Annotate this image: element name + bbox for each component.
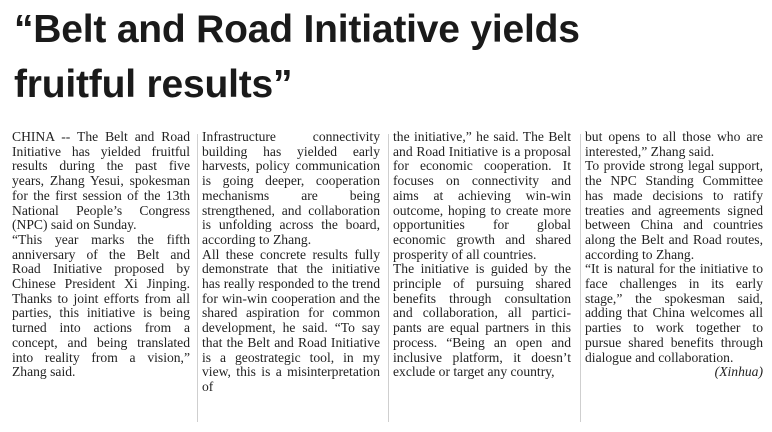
paragraph: CHINA -- The Belt and Road Initiative has yielded fruitful results during the past five years, Zhang Yesui, spokesman for the first session of the 13th National People’s Congress (NPC) said on Sunday.	[12, 129, 190, 233]
paragraph	[585, 261, 763, 380]
paragraph: Infrastructure connectivity building has yielded early harvests, policy communication is going deeper, cooperation mechanisms are being strengthened, and collaboration is unfolding across the board, according to Zhang.	[202, 129, 380, 247]
article-column-2	[202, 130, 380, 395]
article-column-3	[393, 130, 571, 380]
paragraph: To provide strong legal support, the NPC Standing Committee has made decisions to ratify treaties and agreements signed between China and countries along the Belt and Road routes, according to Zhang.	[585, 158, 763, 262]
paragraph: the initiative,” he said. The Belt and Road Initiative is a proposal for economic cooperation. It focuses on connectivity and aims at achieving win-win outcome, hoping to create more opportunities for global economic growth and shared prosperity of all countries.	[393, 129, 571, 262]
headline-line-2: fruitful results”	[14, 63, 293, 106]
headline-line-1: “Belt and Road Initiative yields	[14, 8, 580, 51]
column-divider	[580, 134, 581, 422]
article-column-4	[585, 130, 763, 380]
paragraph: All these concrete results fully demonstrate that the initiative has really responded to the trend for win-win cooperation and the shared aspiration for common development, he said. “To say that the Belt and Road Initiative is a geostrategic tool, in my view, this is a misinterpretation of	[202, 246, 380, 394]
paragraph: The initiative is guided by the principle of pursuing shared benefits through consultation and collaboration, all participants are equal partners in this process. “Being an open and inclusive platform, it doesn’t exclude or target any country,	[393, 261, 571, 380]
paragraph: but opens to all those who are interested,” Zhang said.	[585, 129, 763, 159]
headline	[14, 2, 764, 112]
column-divider	[388, 134, 389, 422]
article-body	[12, 130, 768, 430]
source-credit: (Xinhua)	[714, 364, 763, 380]
column-divider	[197, 134, 198, 422]
paragraph-text: “It is natural for the initiative to face challenges in its early stage,” the spokesman said, adding that China welcomes all parties to work together to pursue shared benefits through dialogue and collaboration.	[585, 261, 763, 365]
paragraph: “This year marks the fifth anniversary of the Belt and Road Initiative proposed by Chinese President Xi Jinping. Thanks to joint efforts from all parties, this initiative is being turned into actions from a concept, and being translated into reality from a vision,” Zhang said.	[12, 231, 190, 380]
article-column-1	[12, 130, 190, 380]
